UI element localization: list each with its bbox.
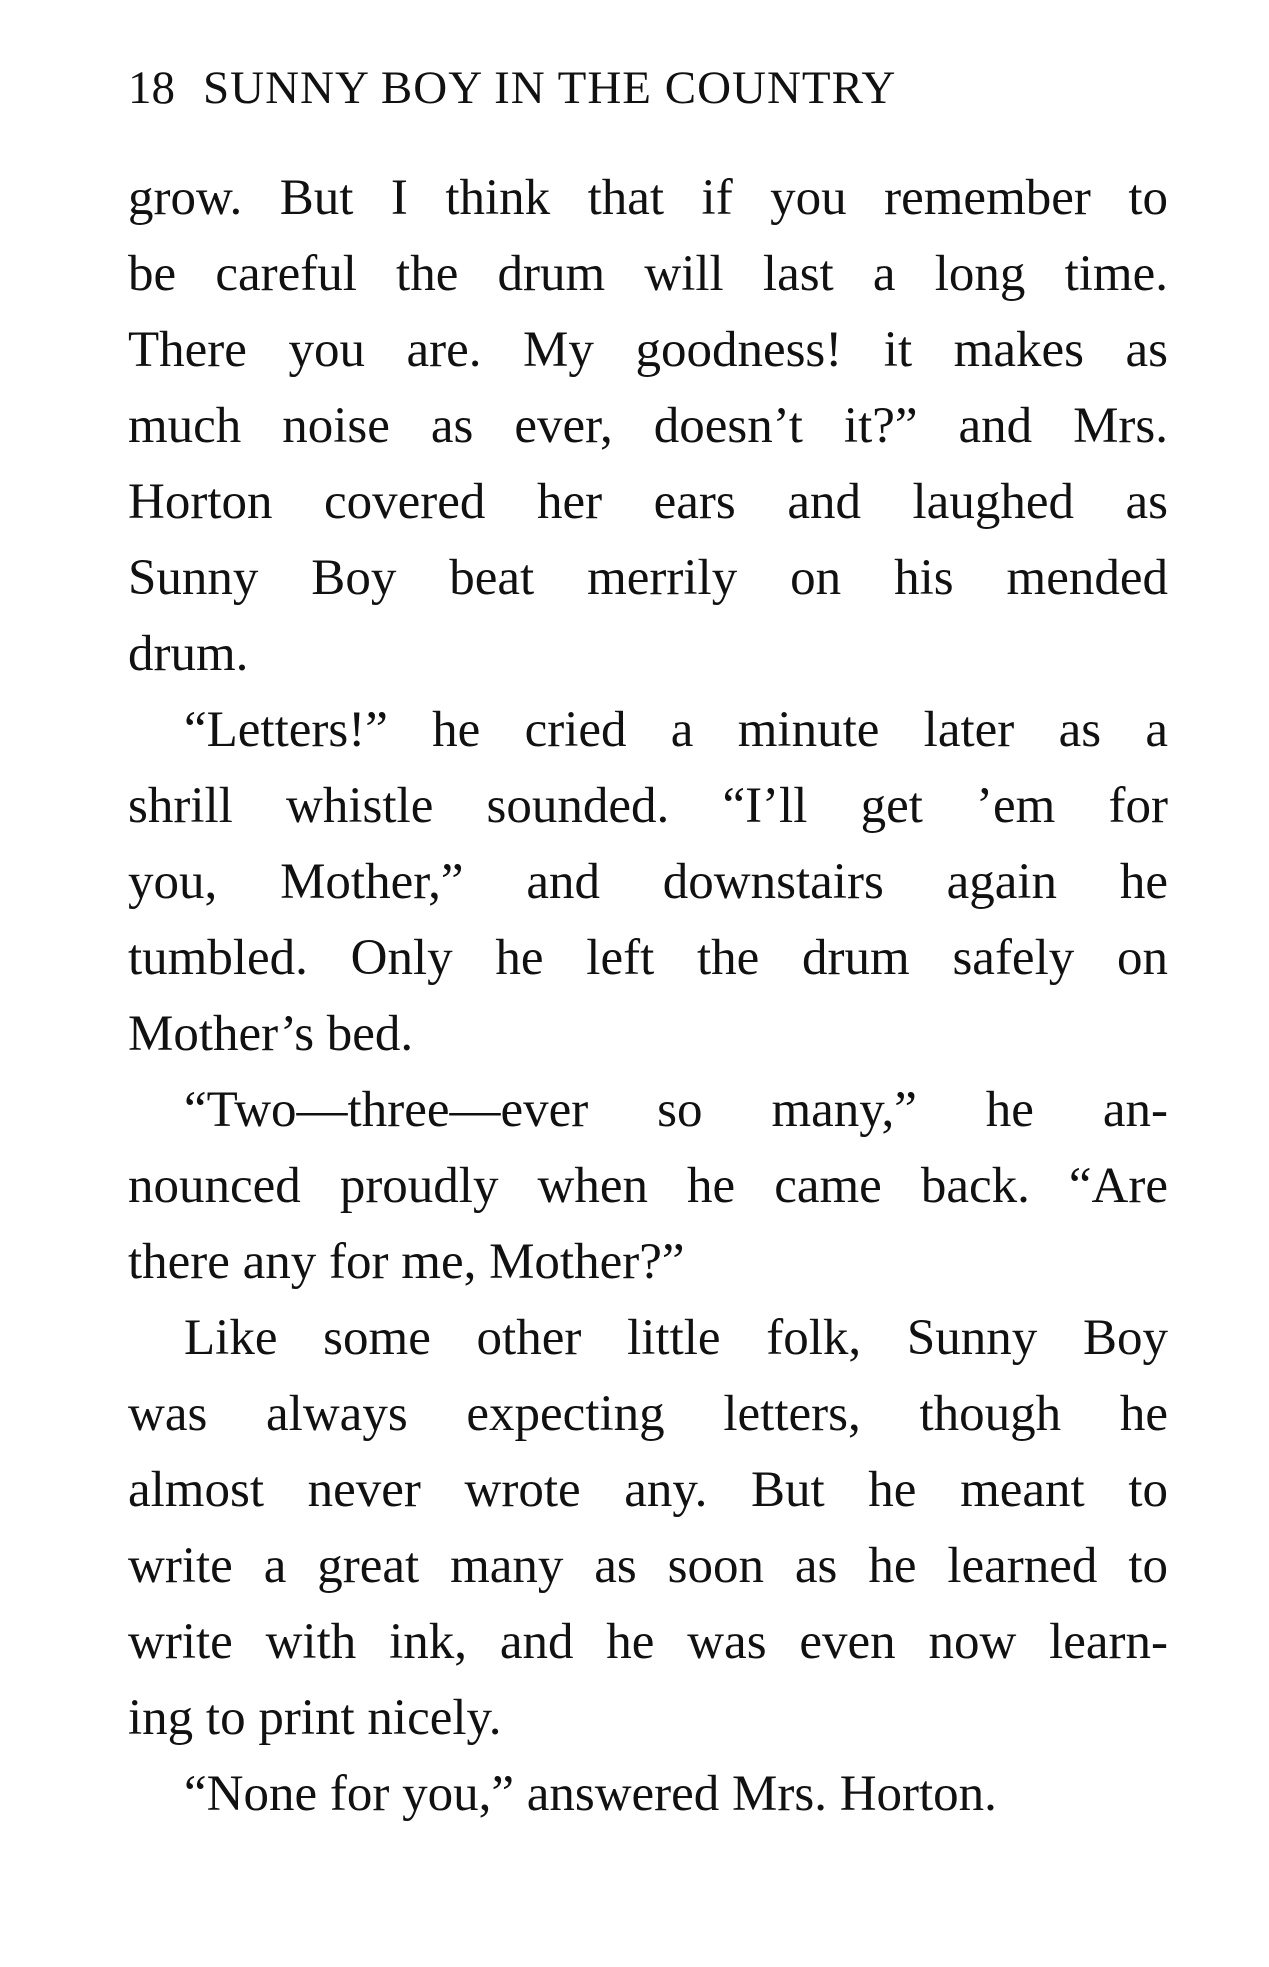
text-line: Horton covered her ears and laughed as xyxy=(128,474,1168,530)
text-line: was always expecting letters, though he xyxy=(128,1386,1168,1442)
running-header xyxy=(128,58,1088,118)
text-line: “Two—three—ever so many,” he an- xyxy=(184,1082,1168,1138)
text-line: shrill whistle sounded. “I’ll get ’em for xyxy=(128,778,1168,834)
text-line: There you are. My goodness! it makes as xyxy=(128,322,1168,378)
text-line: drum. xyxy=(128,626,249,682)
text-line: Like some other little folk, Sunny Boy xyxy=(184,1310,1168,1366)
page-number: 18 xyxy=(128,62,175,114)
text-line: tumbled. Only he left the drum safely on xyxy=(128,930,1168,986)
text-line: Sunny Boy beat merrily on his mended xyxy=(128,550,1168,606)
text-line: write with ink, and he was even now learn- xyxy=(128,1614,1168,1670)
text-line: you, Mother,” and downstairs again he xyxy=(128,854,1168,910)
running-title: SUNNY BOY IN THE COUNTRY xyxy=(203,62,897,114)
text-line: nounced proudly when he came back. “Are xyxy=(128,1158,1168,1214)
text-line: there any for me, Mother?” xyxy=(128,1234,685,1290)
text-line: much noise as ever, doesn’t it?” and Mrs. xyxy=(128,398,1168,454)
text-line: ing to print nicely. xyxy=(128,1690,502,1746)
text-line: “Letters!” he cried a minute later as a xyxy=(184,702,1168,758)
text-line: almost never wrote any. But he meant to xyxy=(128,1462,1168,1518)
text-line: write a great many as soon as he learned to xyxy=(128,1538,1168,1594)
text-line: grow. But I think that if you remember to xyxy=(128,170,1168,226)
body-text xyxy=(128,160,1168,1832)
text-line: be careful the drum will last a long time. xyxy=(128,246,1168,302)
text-line: Mother’s bed. xyxy=(128,1006,414,1062)
text-line: “None for you,” answered Mrs. Horton. xyxy=(184,1766,997,1822)
